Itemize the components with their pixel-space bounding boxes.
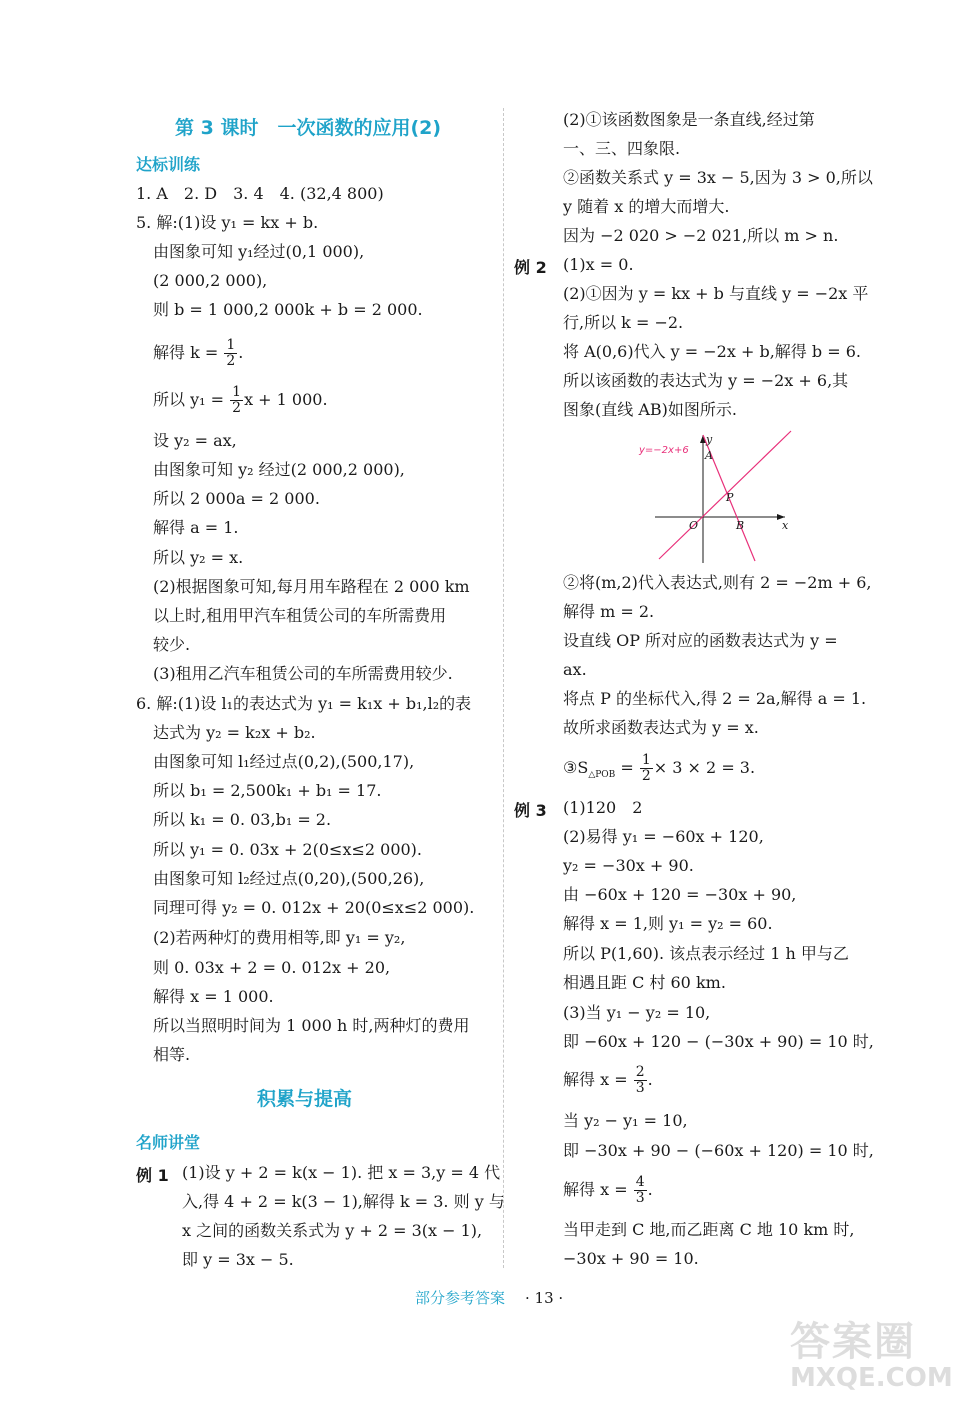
column-divider — [503, 108, 504, 1268]
ex3-line: 相遇且距 C 村 60 km. — [563, 973, 726, 992]
q5-line: 设 y₂ = ax, — [153, 431, 237, 450]
ex3-line: 即 −60x + 120 − (−30x + 90) = 10 时, — [563, 1032, 874, 1051]
watermark-bottom: MXQE.COM — [790, 1363, 953, 1393]
q5-line: (3)租用乙汽车租赁公司的车所需费用较少. — [153, 664, 453, 683]
ex3-line: 当甲走到 C 地,而乙距离 C 地 10 km 时, — [563, 1220, 855, 1239]
q5-line: 所以 y₁ = $\frac{1}{2}$ x + 1 000. — [153, 384, 328, 416]
ex3-line: (1)120 2 — [563, 798, 643, 817]
watermark-top: 答案圈 — [790, 1319, 916, 1365]
q6-line: 所以当照明时间为 1 000 h 时,两种灯的费用 — [153, 1016, 470, 1035]
ex2-line: (1)x = 0. — [563, 255, 634, 274]
ex2-line: 行,所以 k = −2. — [563, 313, 684, 332]
ex1-line: 即 y = 3x − 5. — [182, 1250, 294, 1269]
q6-line: 所以 b₁ = 2,500k₁ + b₁ = 17. — [153, 781, 382, 800]
q5-line: 较少. — [153, 635, 191, 654]
q6-line: 由图象可知 l₁经过点(0,2),(500,17), — [153, 752, 415, 771]
ex3-line: 所以 P(1,60). 该点表示经过 1 h 甲与乙 — [563, 944, 849, 963]
ex2-line: ax. — [563, 660, 587, 679]
example-3-label: 例 3 — [514, 801, 547, 820]
q6-line: 同理可得 y₂ = 0. 012x + 20(0≤x≤2 000). — [153, 898, 475, 917]
ex2-line: 图象(直线 AB)如图所示. — [563, 400, 737, 419]
fraction: $\frac{1}{2}$ — [641, 752, 651, 784]
ex3-line: 由 −60x + 120 = −30x + 90, — [563, 885, 797, 904]
ex1-cont-line: ②函数关系式 y = 3x − 5,因为 3 > 0,所以 — [563, 168, 873, 187]
section-heading-teacher: 名师讲堂 — [136, 1133, 201, 1152]
q5-line: 解得 a = 1. — [153, 518, 239, 537]
q6-line: 由图象可知 l₂经过点(0,20),(500,26), — [153, 869, 425, 888]
point-a-label: A — [705, 449, 713, 462]
ex3-line: 解得 x = 1,则 y₁ = y₂ = 60. — [563, 914, 773, 933]
y-label: y — [706, 433, 713, 446]
q5-line: (2)根据图象可知,每月用车路程在 2 000 km — [153, 577, 470, 596]
page-number: · 13 · — [525, 1289, 564, 1307]
fraction: $\frac{1}{2}$ — [226, 337, 236, 369]
ex2-line: (2)①因为 y = kx + b 与直线 y = −2x 平 — [563, 284, 869, 303]
point-p-label: P — [726, 491, 734, 504]
q6-line: 则 0. 03x + 2 = 0. 012x + 20, — [153, 958, 391, 977]
q6-line: 所以 y₁ = 0. 03x + 2(0≤x≤2 000). — [153, 840, 423, 859]
watermark-logo — [790, 1310, 970, 1400]
q6-line: (2)若两种灯的费用相等,即 y₁ = y₂, — [153, 928, 406, 947]
q6-line: 达式为 y₂ = k₂x + b₂. — [153, 723, 316, 742]
q5-line: 5. 解:(1)设 y₁ = kx + b. — [136, 213, 319, 232]
ex2-line: 故所求函数表达式为 y = x. — [563, 718, 759, 737]
q5-line: 所以 y₂ = x. — [153, 548, 244, 567]
x-label: x — [782, 519, 789, 532]
q6-line: 所以 k₁ = 0. 03,b₁ = 2. — [153, 810, 332, 829]
q6-line: 6. 解:(1)设 l₁的表达式为 y₁ = k₁x + b₁,l₂的表 — [136, 694, 472, 713]
example-2-label: 例 2 — [514, 258, 547, 277]
example-1-label: 例 1 — [136, 1166, 169, 1185]
lesson-title: 第 3 课时 一次函数的应用(2) — [175, 117, 442, 139]
ex2-line: 所以该函数的表达式为 y = −2x + 6,其 — [563, 371, 849, 390]
ex1-line: x 之间的函数关系式为 y + 2 = 3(x − 1), — [182, 1221, 483, 1240]
ex3-line: (2)易得 y₁ = −60x + 120, — [563, 827, 764, 846]
q5-line: 解得 k = $\frac{1}{2}$ . — [153, 337, 244, 369]
ex3-line: 当 y₂ − y₁ = 10, — [563, 1111, 688, 1130]
ex2-line: 解得 m = 2. — [563, 602, 655, 621]
footer-text: 部分参考答案 — [415, 1289, 506, 1307]
ex1-cont-line: (2)①该函数图象是一条直线,经过第 — [563, 110, 815, 129]
ex2-line: ②将(m,2)代入表达式,则有 2 = −2m + 6, — [563, 573, 872, 592]
ex1-cont-line: 因为 −2 020 > −2 021,所以 m > n. — [563, 226, 839, 245]
page-footer — [415, 1287, 563, 1308]
ex3-line: 解得 x = $\frac{4}{3}$ . — [563, 1174, 653, 1206]
ex3-line: (3)当 y₁ − y₂ = 10, — [563, 1003, 711, 1022]
q5-line: 以上时,租用甲汽车租赁公司的车所需费用 — [153, 606, 447, 625]
ex3-line: 解得 x = $\frac{2}{3}$ . — [563, 1064, 653, 1096]
ex2-area-line: $③S_{\triangle POB}$ = $\frac{1}{2}$ × 3 × 2 = 3. — [563, 752, 756, 784]
graph-equation-label: y=−2x+6 — [639, 445, 689, 456]
q5-line: (2 000,2 000), — [153, 271, 268, 290]
ex1-cont-line: 一、三、四象限. — [563, 139, 681, 158]
ex3-line: y₂ = −30x + 90. — [563, 856, 694, 875]
q5-line: 由图象可知 y₁经过(0,1 000), — [153, 242, 365, 261]
q6-line: 相等. — [153, 1045, 191, 1064]
section-heading-practice: 达标训练 — [136, 155, 201, 174]
ex3-line: 即 −30x + 90 − (−60x + 120) = 10 时, — [563, 1141, 874, 1160]
ex2-line: 将 A(0,6)代入 y = −2x + b,解得 b = 6. — [563, 342, 861, 361]
q5-line: 所以 2 000a = 2 000. — [153, 489, 320, 508]
ex1-line: 入,得 4 + 2 = k(3 − 1),解得 k = 3. 则 y 与 — [182, 1192, 505, 1211]
section-title-accumulate: 积累与提高 — [257, 1088, 353, 1110]
ex2-line: 设直线 OP 所对应的函数表达式为 y = — [563, 631, 838, 650]
line-graph-figure — [625, 425, 805, 565]
q5-line: 由图象可知 y₂ 经过(2 000,2 000), — [153, 460, 405, 479]
q5-text: 所以 y₁ = — [153, 390, 225, 409]
fraction: $\frac{4}{3}$ — [635, 1174, 645, 1206]
ex3-line: −30x + 90 = 10. — [563, 1249, 699, 1268]
q5-text: 解得 k = — [153, 343, 219, 362]
ex1-cont-line: y 随着 x 的增大而增大. — [563, 197, 730, 216]
fraction: $\frac{2}{3}$ — [635, 1064, 645, 1096]
ex1-line: (1)设 y + 2 = k(x − 1). 把 x = 3,y = 4 代 — [182, 1163, 501, 1182]
origin-label: O — [689, 519, 699, 532]
q5-line: 则 b = 1 000,2 000k + b = 2 000. — [153, 300, 423, 319]
q6-line: 解得 x = 1 000. — [153, 987, 274, 1006]
point-b-label: B — [736, 519, 745, 532]
fraction: $\frac{1}{2}$ — [232, 384, 242, 416]
answers-line: 1. A 2. D 3. 4 4. (32,4 800) — [136, 184, 384, 203]
ex2-line: 将点 P 的坐标代入,得 2 = 2a,解得 a = 1. — [563, 689, 867, 708]
